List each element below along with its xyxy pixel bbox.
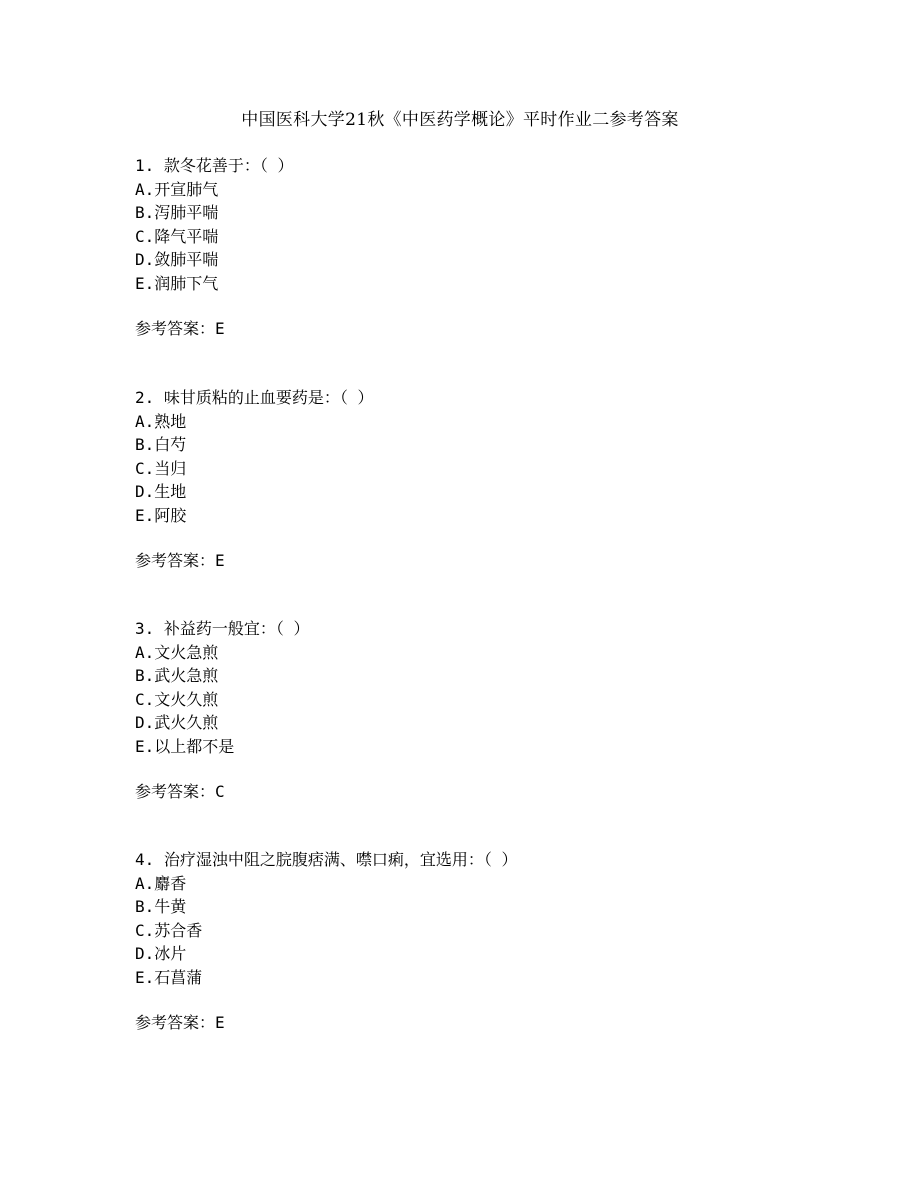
option-c: C.当归 [135, 458, 187, 478]
answer-line: 参考答案：E [135, 319, 225, 338]
option-b: B.牛黄 [135, 897, 187, 916]
answer-line: 参考答案：C [135, 782, 225, 801]
question-text: 2. 味甘质粘的止血要药是：（ ） [135, 388, 374, 407]
option-b: B.武火急煎 [135, 666, 219, 685]
option-d: D.武火久煎 [135, 713, 219, 732]
answer-line: 参考答案：E [135, 1013, 225, 1032]
option-d: D.生地 [135, 482, 187, 501]
option-c: C.文火久煎 [135, 689, 219, 709]
option-d: D.敛肺平喘 [135, 250, 219, 269]
option-d: D.冰片 [135, 944, 187, 963]
question-text: 1. 款冬花善于：（ ） [135, 156, 294, 175]
question-text: 3. 补益药一般宜：（ ） [135, 619, 310, 638]
question-block [135, 154, 835, 341]
option-e: E.阿胶 [135, 505, 187, 525]
option-a: A.文火急煎 [135, 642, 219, 662]
option-e: E.润肺下气 [135, 273, 219, 293]
option-c: C.苏合香 [135, 920, 203, 940]
option-e: E.石菖蒲 [135, 967, 203, 987]
question-text: 4. 治疗湿浊中阻之脘腹痞满、噤口痢，宜选用：（ ） [135, 850, 518, 869]
option-a: A.熟地 [135, 411, 187, 431]
question-block [135, 848, 835, 1035]
question-block [135, 617, 835, 804]
option-b: B.泻肺平喘 [135, 203, 219, 222]
question-block [135, 386, 835, 573]
option-b: B.白芍 [135, 435, 187, 454]
option-c: C.降气平喘 [135, 226, 219, 246]
answer-line: 参考答案：E [135, 551, 225, 570]
option-e: E.以上都不是 [135, 736, 235, 756]
document-title: 中国医科大学21秋《中医药学概论》平时作业二参考答案 [241, 110, 679, 130]
option-a: A.麝香 [135, 873, 187, 893]
option-a: A.开宣肺气 [135, 179, 219, 199]
